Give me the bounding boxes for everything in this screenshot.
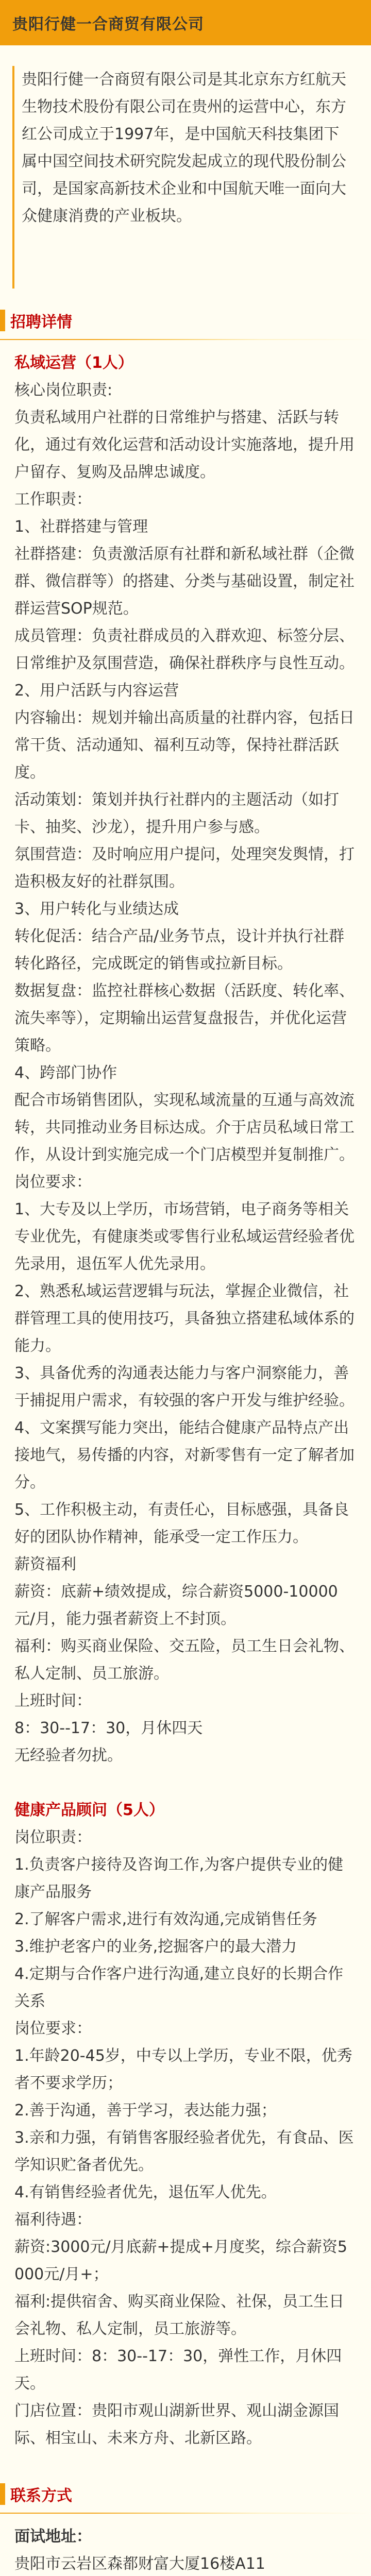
contact-section-header: [0, 2483, 371, 2505]
job-description-private-domain: 核心岗位职责: 负责私域用户社群的日常维护与搭建、活跃与转化，通过有效化运营和活动设计实施落地，提升用户留存、复购及品牌忠诚度。 工作职责： 1、社群搭建与管理 社群搭建：负责激活原有社群和新私域社群（企微群、微信群等）的搭建、分类与基础设置，制定社群运营SOP规范。 成员管理：负责社群成员的入群欢迎、标签分层、日常维护及氛围营造，确保社群秩序与良性互动。 2、用户活跃与内容运营 内容输出：规划并输出高质量的社群内容，包括日常干货、活动通知、福利互动等，保持社群活跃度。 活动策划：策划并执行社群内的主题活动（如打卡、抽奖、沙龙），提升用户参与感。 氛围营造：及时响应用户提问，处理突发舆情，打造积极友好的社群氛围。 3、用户转化与业绩达成 转化促活：结合产品/业务节点，设计并执行社群转化路径，完成既定的销售或拉新目标。 数据复盘：监控社群核心数据（活跃度、转化率、流失率等），定期输出运营复盘报告，并优化运营策略。 4、跨部门协作 配合市场销售团队，实现私域流量的互通与高效流转，共同推动业务目标达成。介于店员私域日常工作，从设计到实施完成一个门店模型并复制推广。 岗位要求： 1、大专及以上学历，市场营销，电子商务等相关专业优先，有健康类或零售行业私域运营经验者优先录用，退伍军人优先录用。 2、熟悉私域运营逻辑与玩法，掌握企业微信，社群管理工具的使用技巧，具备独立搭建私域体系的能力。 3、具备优秀的沟通表达能力与客户洞察能力，善于捕捉用户需求，有较强的客户开发与维护经验。 4、文案撰写能力突出，能结合健康产品特点产出接地气，易传播的内容，对新零售有一定了解者加分。 5、工作积极主动，有责任心，目标感强，具备良好的团队协作精神，能承受一定工作压力。 薪资福利 薪资：底薪+绩效提成，综合薪资5000-10000元/月，能力强者薪资上不封顶。 福利：购买商业保险、交五险，员工生日会礼物、私人定制、员工旅游。 上班时间： 8：30--17：30，月休四天 无经验者勿扰。: [14, 381, 355, 1765]
jobs-content: [0, 340, 371, 2452]
section-accent-bar: [0, 310, 5, 331]
company-intro-text: 贵阳行健一合商贸有限公司是其北京东方红航天生物技术股份有限公司在贵州的运营中心，东方红公司成立于1997年，是中国航天科技集团下属中国空间技术研究院发起成立的现代股份制公司，是国家高新技术企业和中国航天唯一面向大众健康消费的产业板块。: [22, 71, 346, 225]
company-title: 贵阳行健一合商贸有限公司: [12, 15, 204, 33]
spacer: [14, 1769, 357, 1797]
company-header: [0, 0, 371, 45]
job-title-health-advisor: 健康产品顾问（5人）: [14, 1801, 164, 1819]
jobs-section-header: [0, 309, 371, 332]
contact-content: [0, 2514, 371, 2576]
company-intro: [12, 66, 359, 289]
jobs-section-title: 招聘详情: [10, 313, 72, 331]
contact-section: [0, 2483, 371, 2576]
job-description-health-advisor: 岗位职责： 1.负责客户接待及咨询工作,为客户提供专业的健康产品服务 2.了解客户需求,进行有效沟通,完成销售任务 3.维护老客户的业务,挖掘客户的最大潜力 4.定期与合作客户进行沟通,建立良好的长期合作关系 岗位要求： 1.年龄20-45岁，中专以上学历，专业不限，优秀者不要求学历； 2.善于沟通，善于学习，表达能力强； 3.亲和力强，有销售客服经验者优先，有食品、医学知识贮备者优先。 4.有销售经验者优先，退伍军人优先。 福利待遇： 薪资:3000元/月底薪+提成+月度奖，综合薪资5000元/月+； 福利:提供宿舍、购买商业保险、社保，员工生日会礼物、私人定制，员工旅游等。 上班时间：8：30--17：30，弹性工作，月休四天。 门店位置：贵阳市观山湖新世界、观山湖金源国际、相宝山、未来方舟、北新区路。: [14, 1828, 354, 2447]
contact-section-title: 联系方式: [10, 2487, 72, 2505]
job-title-private-domain: 私域运营（1人）: [14, 354, 133, 372]
jobs-section: [0, 309, 371, 2452]
address-value: 贵阳市云岩区森都财富大厦16楼A11: [14, 2555, 265, 2573]
section-accent-bar: [0, 2483, 5, 2505]
address-label: 面试地址：: [14, 2528, 92, 2546]
